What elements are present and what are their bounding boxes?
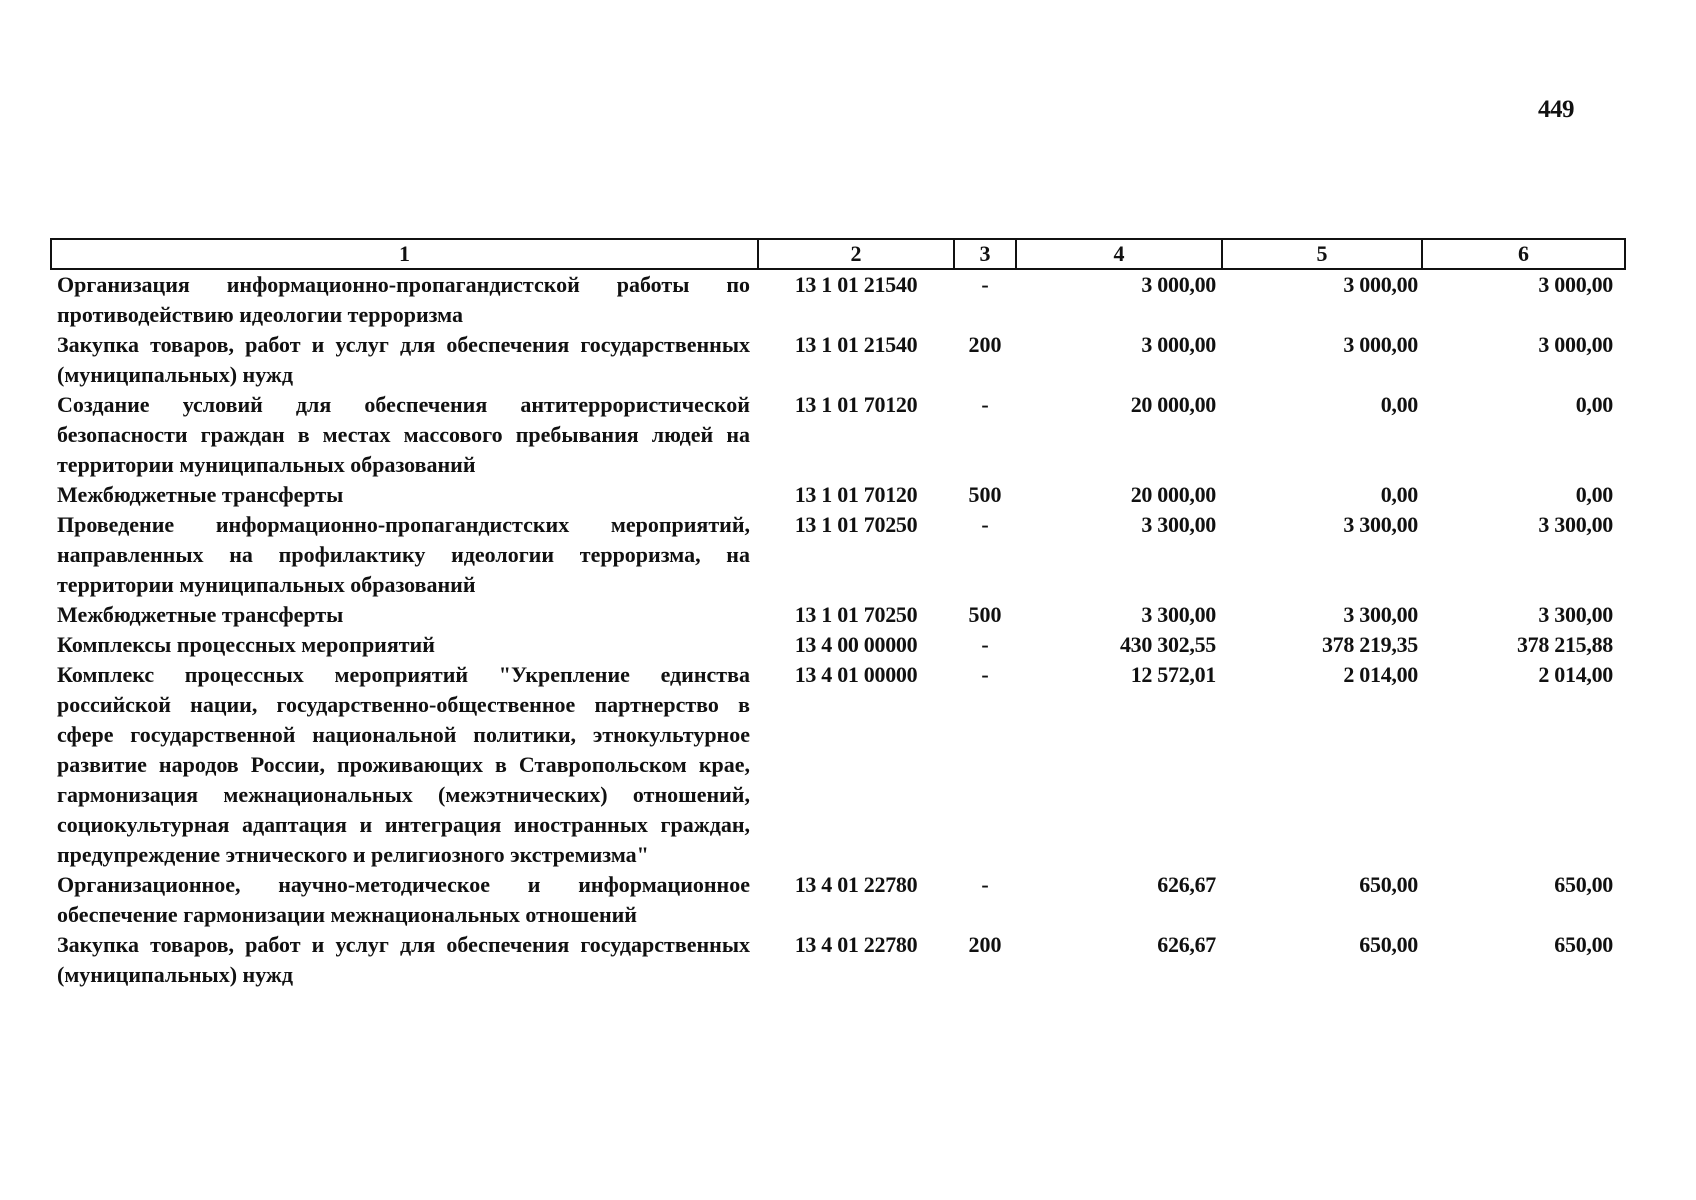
expense-type-code: 200	[968, 332, 1002, 357]
item-name: Организационное, научно-методическое и информационное обеспечение гармонизации межнациональных отношений	[57, 872, 750, 927]
item-name: Организация информационно-пропагандистской работы по противодействию идеологии терроризма	[57, 272, 750, 327]
column-header-1: 1	[51, 239, 758, 269]
header-row	[51, 239, 1625, 269]
amount-col-5: 3 300,00	[1343, 512, 1418, 537]
item-name: Межбюджетные трансферты	[57, 482, 344, 507]
item-name: Проведение информационно-пропагандистских мероприятий, направленных на профилактику идеологии терроризма, на территории муниципальных образований	[57, 512, 750, 597]
column-header-4: 4	[1016, 239, 1222, 269]
amount-col-6: 3 000,00	[1538, 332, 1613, 357]
amount-col-6: 2 014,00	[1538, 662, 1613, 687]
amount-col-5: 3 000,00	[1343, 332, 1418, 357]
amount-col-4: 20 000,00	[1130, 482, 1216, 507]
amount-col-5: 0,00	[1380, 392, 1418, 417]
item-name: Комплексы процессных мероприятий	[57, 632, 435, 657]
target-article-code: 13 1 01 21540	[794, 272, 918, 297]
table-row	[51, 660, 1625, 870]
target-article-code: 13 4 01 00000	[794, 662, 918, 687]
expense-type-code: -	[981, 632, 989, 657]
amount-col-4: 3 000,00	[1141, 272, 1216, 297]
table-row	[51, 870, 1625, 930]
target-article-code: 13 4 01 22780	[794, 872, 918, 897]
column-header-5: 5	[1222, 239, 1422, 269]
amount-col-4: 3 300,00	[1141, 512, 1216, 537]
column-header-6: 6	[1422, 239, 1625, 269]
amount-col-5: 650,00	[1359, 872, 1418, 897]
amount-col-6: 378 215,88	[1516, 632, 1613, 657]
table-row	[51, 630, 1625, 660]
item-name: Комплекс процессных мероприятий "Укрепление единства российской нации, государственно-общественное партнерство в сфере государственной национальной политики, этнокультурное развитие народов России, проживающих в Ставропольском крае, гармонизация межнациональных (межэтнических) отношений, социокультурная адаптация и интеграция иностранных граждан, предупреждение этнического и религиозного экстремизма"	[57, 662, 750, 867]
amount-col-5: 0,00	[1380, 482, 1418, 507]
column-header-3: 3	[954, 239, 1016, 269]
amount-col-5: 650,00	[1359, 932, 1418, 957]
expense-type-code: -	[981, 392, 989, 417]
expense-type-code: -	[981, 872, 989, 897]
amount-col-6: 3 300,00	[1538, 602, 1613, 627]
page-number: 449	[1538, 96, 1574, 123]
target-article-code: 13 4 00 00000	[794, 632, 918, 657]
item-name: Межбюджетные трансферты	[57, 602, 344, 627]
amount-col-5: 378 219,35	[1321, 632, 1418, 657]
table-row	[51, 930, 1625, 990]
amount-col-5: 2 014,00	[1343, 662, 1418, 687]
amount-col-4: 430 302,55	[1119, 632, 1216, 657]
expense-type-code: -	[981, 272, 989, 297]
table-header	[51, 239, 1625, 269]
table-body	[51, 269, 1625, 990]
target-article-code: 13 1 01 70120	[794, 392, 918, 417]
expense-type-code: 200	[968, 932, 1002, 957]
budget-table	[50, 238, 1626, 990]
item-name: Закупка товаров, работ и услуг для обеспечения государственных (муниципальных) нужд	[57, 332, 750, 387]
target-article-code: 13 1 01 70250	[794, 602, 918, 627]
amount-col-6: 650,00	[1554, 872, 1613, 897]
target-article-code: 13 1 01 70250	[794, 512, 918, 537]
table-row	[51, 510, 1625, 600]
amount-col-6: 0,00	[1575, 392, 1613, 417]
amount-col-4: 626,67	[1157, 872, 1216, 897]
table-row	[51, 480, 1625, 510]
item-name: Закупка товаров, работ и услуг для обеспечения государственных (муниципальных) нужд	[57, 932, 750, 987]
amount-col-6: 0,00	[1575, 482, 1613, 507]
target-article-code: 13 1 01 21540	[794, 332, 918, 357]
column-header-2: 2	[758, 239, 954, 269]
table-row	[51, 330, 1625, 390]
amount-col-4: 3 300,00	[1141, 602, 1216, 627]
amount-col-6: 3 000,00	[1538, 272, 1613, 297]
item-name: Создание условий для обеспечения антитеррористической безопасности граждан в местах массового пребывания людей на территории муниципальных образований	[57, 392, 750, 477]
amount-col-4: 12 572,01	[1130, 662, 1216, 687]
amount-col-4: 20 000,00	[1130, 392, 1216, 417]
amount-col-5: 3 300,00	[1343, 602, 1418, 627]
amount-col-5: 3 000,00	[1343, 272, 1418, 297]
amount-col-6: 3 300,00	[1538, 512, 1613, 537]
target-article-code: 13 4 01 22780	[794, 932, 918, 957]
target-article-code: 13 1 01 70120	[794, 482, 918, 507]
amount-col-6: 650,00	[1554, 932, 1613, 957]
amount-col-4: 626,67	[1157, 932, 1216, 957]
table-row	[51, 269, 1625, 330]
expense-type-code: -	[981, 662, 989, 687]
expense-type-code: 500	[968, 602, 1002, 627]
expense-type-code: 500	[968, 482, 1002, 507]
table-row	[51, 600, 1625, 630]
amount-col-4: 3 000,00	[1141, 332, 1216, 357]
expense-type-code: -	[981, 512, 989, 537]
table-row	[51, 390, 1625, 480]
